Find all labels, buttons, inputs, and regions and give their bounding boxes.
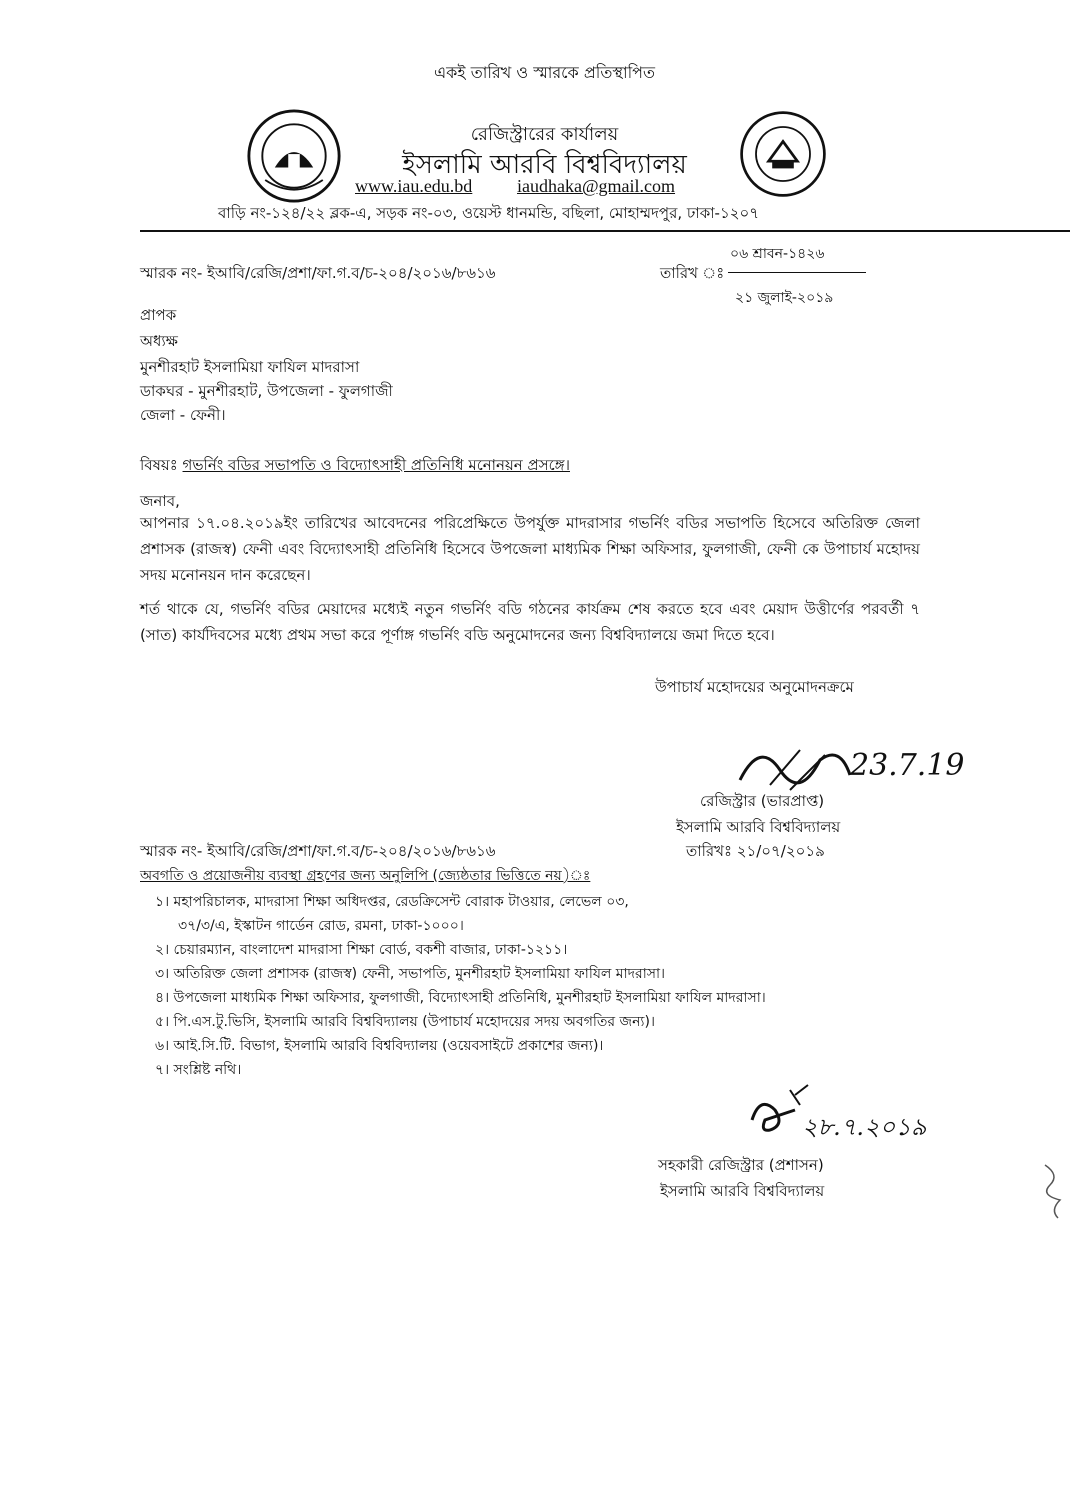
approval-note: উপাচার্য মহোদয়ের অনুমোদনক্রমে <box>655 678 854 696</box>
registrar-title: রেজিস্ট্রার (ভারপ্রাপ্ত) <box>700 792 825 810</box>
copy-item-7: ৭। সংশ্লিষ্ট নথি। <box>155 1062 242 1078</box>
address: বাড়ি নং-১২৪/২২ ব্লক-এ, সড়ক নং-০৩, ওয়েস্ট ধানমন্ডি, বছিলা, মোহাম্মদপুর, ঢাকা-১২০৭ <box>218 204 759 222</box>
registrar-institution: ইসলামি আরবি বিশ্ববিদ্যালয় <box>676 818 841 836</box>
replacement-note: একই তারিখ ও স্মারকে প্রতিস্থাপিত <box>433 63 656 82</box>
subject-line <box>140 454 570 479</box>
subject-label: বিষয়ঃ <box>140 456 178 474</box>
email-link[interactable]: iaudhaka@gmail.com <box>517 176 676 196</box>
copy-item-4: ৪। উপজেলা মাধ্যমিক শিক্ষা অফিসার, ফুলগাজী, বিদ্যোৎসাহী প্রতিনিধি, মুনশীরহাট ইসলামিয়া ফাযিল মাদরাসা। <box>155 990 766 1006</box>
copy-item-1: ১। মহাপরিচালক, মাদরাসা শিক্ষা অধিদপ্তর, রেডক্রিসেন্ট বোরাক টাওয়ার, লেভেল ০৩, <box>155 894 629 910</box>
salutation: জনাব, <box>140 492 180 510</box>
date-label: তারিখ ঃ <box>660 264 725 282</box>
date-underline <box>728 272 866 273</box>
registrar-office: রেজিস্ট্রারের কার্যালয় <box>470 124 619 145</box>
recipient-label: প্রাপক <box>140 306 177 324</box>
recipient-institution: মুনশীরহাট ইসলামিয়া ফাযিল মাদরাসা <box>140 358 360 376</box>
website-link[interactable]: www.iau.edu.bd <box>355 176 473 196</box>
copy-item-1-continued: ৩৭/৩/এ, ইস্কাটন গার্ডেন রোড, রমনা, ঢাকা-১০০০। <box>178 918 464 934</box>
assistant-registrar-title: সহকারী রেজিস্ট্রার (প্রশাসন) <box>658 1156 824 1174</box>
university-logo-right <box>738 108 828 200</box>
date-bangla: ০৬ শ্রাবন-১৪২৬ <box>730 246 825 262</box>
signature2-date: ২৮.৭.২০১৯ <box>802 1113 927 1141</box>
header-divider <box>140 230 1070 232</box>
body-paragraph-2: শর্ত থাকে যে, গভর্নিং বডির মেয়াদের মধ্যেই নতুন গভর্নিং বডি গঠনের কার্যক্রম শেষ করতে হবে এবং মেয়াদ উত্তীর্ণের পরবর্তী ৭ (সাত) কার্যদিবসের মধ্যে প্রথম সভা করে পূর্ণাঙ্গ গভর্নিং বডি অনুমোদনের জন্য বিশ্ববিদ্যালয়ে জমা দিতে হবে। <box>140 600 920 644</box>
logo-right-icon <box>738 108 828 200</box>
university-name: ইসলামি আরবি বিশ্ববিদ্যালয় <box>402 150 687 180</box>
date-english: ২১ জুলাই-২০১৯ <box>735 290 834 306</box>
body-paragraph-1: আপনার ১৭.০৪.২০১৯ইং তারিখের আবেদনের পরিপ্রেক্ষিতে উপর্যুক্ত মাদরাসার গভর্নিং বডির সভাপতি হিসেবে অতিরিক্ত জেলা প্রশাসক (রাজস্ব) ফেনী এবং বিদ্যোৎসাহী প্রতিনিধি হিসেবে উপজেলা মাধ্যমিক শিক্ষা অফিসার, ফুলগাজী, ফেনী কে উপাচার্য মহোদয় সদয় মনোনয়ন দান করেছেন। <box>140 514 920 584</box>
signature1-date: 23.7.19 <box>850 748 965 783</box>
copy-item-5: ৫। পি.এস.টু.ভিসি, ইসলামি আরবি বিশ্ববিদ্যালয় (উপাচার্য মহোদয়ের সদয় অবগতির জন্য)। <box>155 1014 655 1030</box>
copy-item-3: ৩। অতিরিক্ত জেলা প্রশাসক (রাজস্ব) ফেনী, সভাপতি, মুনশীরহাট ইসলামিয়া ফাযিল মাদরাসা। <box>155 966 666 982</box>
copy-item-2: ২। চেয়ারম্যান, বাংলাদেশ মাদরাসা শিক্ষা বোর্ড, বকশী বাজার, ঢাকা-১২১১। <box>155 942 568 958</box>
memo-number: স্মারক নং- ইআবি/রেজি/প্রশা/ফা.গ.ব/চ-২০৪/২০১৬/৮৬১৬ <box>140 264 496 282</box>
recipient-district: জেলা - ফেনী। <box>140 406 226 424</box>
margin-scribble <box>1040 1160 1070 1220</box>
assistant-registrar-institution: ইসলামি আরবি বিশ্ববিদ্যালয় <box>660 1182 825 1200</box>
copy-item-6: ৬। আই.সি.টি. বিভাগ, ইসলামি আরবি বিশ্ববিদ্যালয় (ওয়েবসাইটে প্রকাশের জন্য)। <box>155 1038 604 1054</box>
copy-memo-number: স্মারক নং- ইআবি/রেজি/প্রশা/ফা.গ.ব/চ-২০৪/২০১৬/৮৬১৬ <box>140 842 496 860</box>
assistant-registrar-signature <box>740 1080 940 1150</box>
subject-text: গভর্নিং বডির সভাপতি ও বিদ্যোৎসাহী প্রতিনিধি মনোনয়ন প্রসঙ্গে। <box>182 456 570 474</box>
copy-date: তারিখঃ ২১/০৭/২০১৯ <box>686 842 825 860</box>
recipient-post: ডাকঘর - মুনশীরহাট, উপজেলা - ফুলগাজী <box>140 382 393 400</box>
copy-heading: অবগতি ও প্রয়োজনীয় ব্যবস্থা গ্রহণের জন্য অনুলিপি (জ্যেষ্ঠতার ভিত্তিতে নয়)ঃ <box>140 868 591 884</box>
recipient-title: অধ্যক্ষ <box>140 332 178 350</box>
